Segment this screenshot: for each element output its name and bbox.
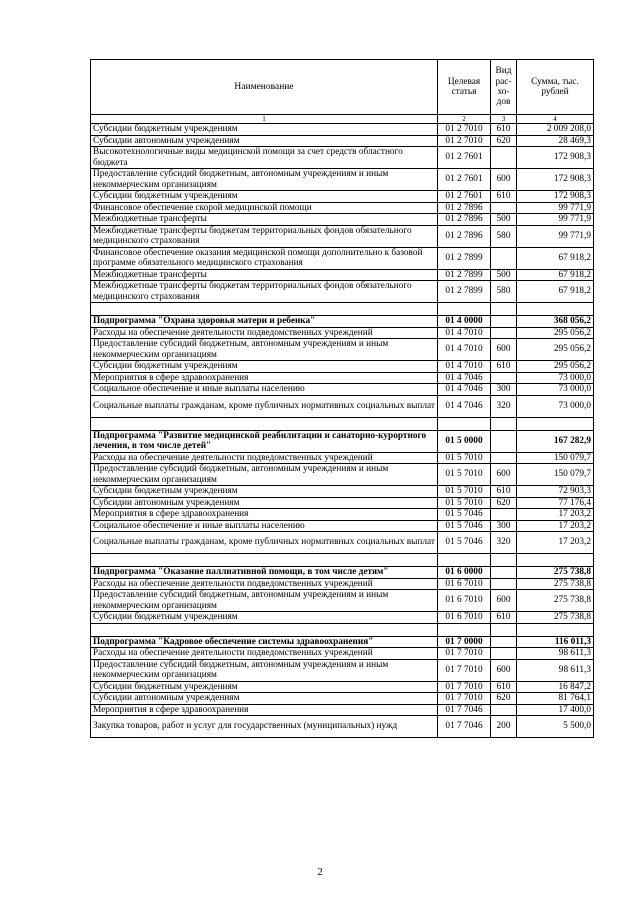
row-code: 01 7 7046 xyxy=(438,704,491,716)
row-code: 01 7 7010 xyxy=(438,648,491,660)
row-sum: 99 771,9 xyxy=(517,202,594,214)
row-code: 01 5 7046 xyxy=(438,532,491,554)
row-type xyxy=(491,202,517,214)
row-code: 01 7 7010 xyxy=(438,659,491,681)
table-row xyxy=(91,590,594,612)
spacer-cell xyxy=(517,623,594,636)
row-name: Мероприятия в сфере здравоохранения xyxy=(91,704,438,716)
row-sum: 16 847,2 xyxy=(517,681,594,693)
row-name: Расходы на обеспечение деятельности подведомственных учреждений xyxy=(91,452,438,464)
subprogram-row xyxy=(91,316,594,328)
row-name: Субсидии автономным учреждениям xyxy=(91,135,438,147)
row-type xyxy=(491,704,517,716)
table-row xyxy=(91,464,594,486)
table-row xyxy=(91,147,594,169)
row-type: 300 xyxy=(491,384,517,396)
row-sum: 295 056,2 xyxy=(517,361,594,373)
table-row xyxy=(91,191,594,203)
spacer-row xyxy=(91,303,594,316)
row-type: 200 xyxy=(491,716,517,738)
row-sum: 275 738,8 xyxy=(517,567,594,579)
spacer-cell xyxy=(438,303,491,316)
row-sum: 17 203,2 xyxy=(517,509,594,521)
row-code: 01 4 0000 xyxy=(438,316,491,328)
row-code: 01 4 7010 xyxy=(438,361,491,373)
row-code: 01 2 7896 xyxy=(438,225,491,247)
table-row xyxy=(91,135,594,147)
spacer-cell xyxy=(91,623,438,636)
row-type: 600 xyxy=(491,590,517,612)
row-type xyxy=(491,327,517,339)
subprogram-row xyxy=(91,636,594,648)
table-row xyxy=(91,486,594,498)
row-name: Расходы на обеспечение деятельности подведомственных учреждений xyxy=(91,327,438,339)
row-type xyxy=(491,578,517,590)
table-row xyxy=(91,612,594,624)
spacer-cell xyxy=(491,303,517,316)
table-row xyxy=(91,169,594,191)
table-row xyxy=(91,704,594,716)
row-code: 01 2 7601 xyxy=(438,191,491,203)
row-code: 01 7 7046 xyxy=(438,716,491,738)
row-sum: 275 738,8 xyxy=(517,612,594,624)
table-row xyxy=(91,247,594,269)
row-type: 600 xyxy=(491,464,517,486)
row-code: 01 6 7010 xyxy=(438,590,491,612)
row-type xyxy=(491,567,517,579)
spacer-cell xyxy=(517,417,594,430)
row-name: Финансовое обеспечение скорой медицинской помощи xyxy=(91,202,438,214)
row-name: Мероприятия в сфере здравоохранения xyxy=(91,372,438,384)
row-name: Финансовое обеспечение оказания медицинской помощи дополнительно к базовой программе обязательного медицинского страхования xyxy=(91,247,438,269)
row-sum: 167 282,9 xyxy=(517,430,594,452)
row-type: 500 xyxy=(491,214,517,226)
table-row xyxy=(91,716,594,738)
row-sum: 150 079,7 xyxy=(517,464,594,486)
row-type: 620 xyxy=(491,497,517,509)
row-name: Субсидии бюджетным учреждениям xyxy=(91,124,438,136)
spacer-cell xyxy=(438,623,491,636)
subprogram-row xyxy=(91,567,594,579)
row-code: 01 7 7010 xyxy=(438,681,491,693)
row-sum: 150 079,7 xyxy=(517,452,594,464)
row-name: Субсидии бюджетным учреждениям xyxy=(91,681,438,693)
row-type xyxy=(491,372,517,384)
row-type: 610 xyxy=(491,361,517,373)
row-sum: 28 469,3 xyxy=(517,135,594,147)
row-code: 01 6 7010 xyxy=(438,578,491,590)
row-code: 01 2 7010 xyxy=(438,124,491,136)
row-name: Межбюджетные трансферты бюджетам территориальных фондов обязательного медицинского страхования xyxy=(91,281,438,303)
table-row xyxy=(91,497,594,509)
row-sum: 72 903,3 xyxy=(517,486,594,498)
header-name: Наименование xyxy=(91,60,438,115)
spacer-cell xyxy=(91,303,438,316)
row-name: Подпрограмма "Кадровое обеспечение системы здравоохранения" xyxy=(91,636,438,648)
table-row xyxy=(91,361,594,373)
table-row xyxy=(91,648,594,660)
row-name: Предоставление субсидий бюджетным, автономным учреждениям и иным некоммерческим организациям xyxy=(91,339,438,361)
row-sum: 99 771,9 xyxy=(517,214,594,226)
row-type: 580 xyxy=(491,281,517,303)
row-type xyxy=(491,430,517,452)
row-type: 610 xyxy=(491,612,517,624)
row-sum: 73 000,0 xyxy=(517,372,594,384)
row-type: 610 xyxy=(491,191,517,203)
spacer-cell xyxy=(91,554,438,567)
row-code: 01 5 7046 xyxy=(438,509,491,521)
row-name: Субсидии бюджетным учреждениям xyxy=(91,612,438,624)
budget-table xyxy=(90,59,594,738)
spacer-row xyxy=(91,623,594,636)
row-type xyxy=(491,247,517,269)
row-code: 01 6 7010 xyxy=(438,612,491,624)
page-number: 2 xyxy=(317,866,323,878)
row-sum: 77 176,4 xyxy=(517,497,594,509)
row-code: 01 5 0000 xyxy=(438,430,491,452)
row-name: Подпрограмма "Охрана здоровья матери и ребенка" xyxy=(91,316,438,328)
row-code: 01 2 7899 xyxy=(438,281,491,303)
row-name: Подпрограмма "Развитие медицинской реабилитации и санаторно-курортного лечения, в том числе детей" xyxy=(91,430,438,452)
row-code: 01 2 7896 xyxy=(438,214,491,226)
spacer-cell xyxy=(517,303,594,316)
row-type: 610 xyxy=(491,681,517,693)
spacer-cell xyxy=(491,554,517,567)
row-name: Субсидии бюджетным учреждениям xyxy=(91,191,438,203)
row-code: 01 4 7046 xyxy=(438,395,491,417)
row-sum: 275 738,8 xyxy=(517,578,594,590)
column-number-row xyxy=(91,115,594,124)
table-row xyxy=(91,509,594,521)
col-num-2: 2 xyxy=(438,115,491,124)
row-name: Расходы на обеспечение деятельности подведомственных учреждений xyxy=(91,578,438,590)
row-code: 01 5 7046 xyxy=(438,520,491,532)
table-body xyxy=(91,124,594,738)
spacer-row xyxy=(91,417,594,430)
row-name: Субсидии бюджетным учреждениям xyxy=(91,361,438,373)
row-type: 300 xyxy=(491,520,517,532)
row-code: 01 5 7010 xyxy=(438,452,491,464)
spacer-row xyxy=(91,554,594,567)
row-name: Социальное обеспечение и иные выплаты населению xyxy=(91,384,438,396)
row-name: Предоставление субсидий бюджетным, автономным учреждениям и иным некоммерческим организациям xyxy=(91,464,438,486)
row-name: Субсидии автономным учреждениям xyxy=(91,693,438,705)
row-sum: 17 203,2 xyxy=(517,532,594,554)
row-type: 320 xyxy=(491,395,517,417)
row-sum: 17 400,0 xyxy=(517,704,594,716)
table-row xyxy=(91,214,594,226)
row-name: Мероприятия в сфере здравоохранения xyxy=(91,509,438,521)
row-sum: 116 011,3 xyxy=(517,636,594,648)
header-sum: Сумма, тыс. рублей xyxy=(517,60,594,115)
row-type xyxy=(491,147,517,169)
row-sum: 295 056,2 xyxy=(517,327,594,339)
table-row xyxy=(91,395,594,417)
table-row xyxy=(91,520,594,532)
row-name: Предоставление субсидий бюджетным, автономным учреждениям и иным некоммерческим организациям xyxy=(91,659,438,681)
row-sum: 98 611,3 xyxy=(517,648,594,660)
col-num-1: 1 xyxy=(91,115,438,124)
table-row xyxy=(91,372,594,384)
row-sum: 5 500,0 xyxy=(517,716,594,738)
row-sum: 67 918,2 xyxy=(517,269,594,281)
row-sum: 73 000,0 xyxy=(517,395,594,417)
row-sum: 275 738,8 xyxy=(517,590,594,612)
table-row xyxy=(91,532,594,554)
row-type: 320 xyxy=(491,532,517,554)
table-row xyxy=(91,681,594,693)
row-type xyxy=(491,452,517,464)
row-code: 01 5 7010 xyxy=(438,464,491,486)
header-code: Целевая статья xyxy=(438,60,491,115)
row-sum: 172 908,3 xyxy=(517,191,594,203)
row-sum: 99 771,9 xyxy=(517,225,594,247)
spacer-cell xyxy=(91,417,438,430)
row-name: Субсидии автономным учреждениям xyxy=(91,497,438,509)
spacer-cell xyxy=(438,554,491,567)
row-type: 600 xyxy=(491,659,517,681)
row-type: 600 xyxy=(491,169,517,191)
table-row xyxy=(91,659,594,681)
row-code: 01 2 7896 xyxy=(438,202,491,214)
row-type: 610 xyxy=(491,486,517,498)
row-name: Предоставление субсидий бюджетным, автономным учреждениям и иным некоммерческим организациям xyxy=(91,590,438,612)
row-type: 600 xyxy=(491,339,517,361)
row-code: 01 2 7010 xyxy=(438,135,491,147)
row-type xyxy=(491,636,517,648)
col-num-3: 3 xyxy=(491,115,517,124)
table-row xyxy=(91,578,594,590)
row-type: 620 xyxy=(491,693,517,705)
row-name: Предоставление субсидий бюджетным, автономным учреждениям и иным некоммерческим организациям xyxy=(91,169,438,191)
row-sum: 98 611,3 xyxy=(517,659,594,681)
header-type: Вид рас-хо-дов xyxy=(491,60,517,115)
row-type: 610 xyxy=(491,124,517,136)
row-sum: 17 203,2 xyxy=(517,520,594,532)
row-sum: 67 918,2 xyxy=(517,247,594,269)
table-row xyxy=(91,384,594,396)
row-name: Межбюджетные трансферты xyxy=(91,214,438,226)
row-code: 01 7 7010 xyxy=(438,693,491,705)
header-row xyxy=(91,60,594,115)
table-row xyxy=(91,339,594,361)
spacer-cell xyxy=(491,417,517,430)
row-name: Подпрограмма "Оказание паллиативной помощи, в том числе детям" xyxy=(91,567,438,579)
row-code: 01 4 7046 xyxy=(438,372,491,384)
row-code: 01 4 7010 xyxy=(438,327,491,339)
row-name: Межбюджетные трансферты бюджетам территориальных фондов обязательного медицинского страхования xyxy=(91,225,438,247)
row-sum: 67 918,2 xyxy=(517,281,594,303)
row-sum: 81 764,1 xyxy=(517,693,594,705)
table-row xyxy=(91,124,594,136)
row-sum: 368 056,2 xyxy=(517,316,594,328)
row-name: Высокотехнологичные виды медицинской помощи за счет средств областного бюджета xyxy=(91,147,438,169)
table-row xyxy=(91,281,594,303)
row-name: Расходы на обеспечение деятельности подведомственных учреждений xyxy=(91,648,438,660)
row-name: Межбюджетные трансферты xyxy=(91,269,438,281)
row-type: 580 xyxy=(491,225,517,247)
row-code: 01 6 0000 xyxy=(438,567,491,579)
row-sum: 295 056,2 xyxy=(517,339,594,361)
table-row xyxy=(91,452,594,464)
row-type xyxy=(491,648,517,660)
row-type xyxy=(491,316,517,328)
subprogram-row xyxy=(91,430,594,452)
row-type xyxy=(491,509,517,521)
row-sum: 172 908,3 xyxy=(517,147,594,169)
row-name: Социальные выплаты гражданам, кроме публичных нормативных социальных выплат xyxy=(91,532,438,554)
table-row xyxy=(91,327,594,339)
spacer-cell xyxy=(517,554,594,567)
row-code: 01 4 7046 xyxy=(438,384,491,396)
row-sum: 2 009 208,0 xyxy=(517,124,594,136)
row-code: 01 2 7601 xyxy=(438,147,491,169)
row-code: 01 2 7899 xyxy=(438,269,491,281)
row-name: Социальное обеспечение и иные выплаты населению xyxy=(91,520,438,532)
row-name: Закупка товаров, работ и услуг для государственных (муниципальных) нужд xyxy=(91,716,438,738)
spacer-cell xyxy=(438,417,491,430)
row-code: 01 7 0000 xyxy=(438,636,491,648)
table-row xyxy=(91,269,594,281)
row-code: 01 5 7010 xyxy=(438,497,491,509)
row-name: Социальные выплаты гражданам, кроме публичных нормативных социальных выплат xyxy=(91,395,438,417)
row-type: 620 xyxy=(491,135,517,147)
row-type: 500 xyxy=(491,269,517,281)
row-name: Субсидии бюджетным учреждениям xyxy=(91,486,438,498)
col-num-4: 4 xyxy=(517,115,594,124)
spacer-cell xyxy=(491,623,517,636)
row-sum: 172 908,3 xyxy=(517,169,594,191)
row-code: 01 2 7899 xyxy=(438,247,491,269)
row-code: 01 4 7010 xyxy=(438,339,491,361)
row-sum: 73 000,0 xyxy=(517,384,594,396)
row-code: 01 5 7010 xyxy=(438,486,491,498)
table-row xyxy=(91,693,594,705)
table-row xyxy=(91,225,594,247)
table-row xyxy=(91,202,594,214)
row-code: 01 2 7601 xyxy=(438,169,491,191)
